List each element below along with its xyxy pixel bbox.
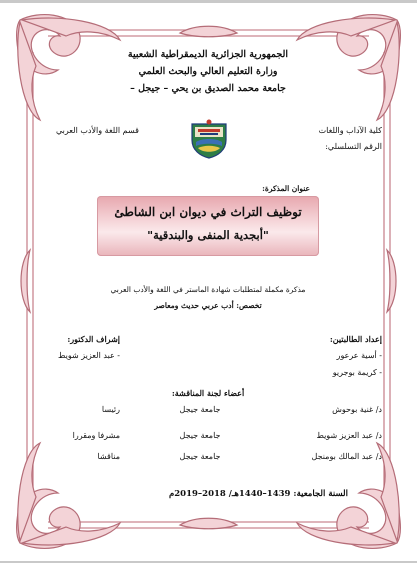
ministry-line: وزارة التعليم العالي والبحث العلمي — [138, 66, 278, 77]
faculty-label: كلية الآداب واللغات — [318, 126, 382, 135]
department-label: قسم اللغة والأدب العربي — [56, 126, 139, 135]
authors-label: إعداد الطالبتين: — [329, 334, 382, 344]
committee-member-name: د/ عبد المالك بومنجل — [311, 452, 382, 461]
university-line: جامعة محمد الصديق بن يحي – جيجل – — [130, 83, 286, 94]
supervisor-label: إشراف الدكتور: — [67, 334, 120, 344]
author-name: - كريمة بوجريو — [332, 368, 382, 377]
thesis-title: توظيف التراث في ديوان ابن الشاطئ — [114, 205, 302, 219]
committee-member-name: د/ غنية بوحوش — [332, 405, 382, 414]
author-name: - أسية عرعور — [336, 351, 382, 360]
specialization-line: تخصص: أدب عربي حديث ومعاصر — [154, 301, 262, 310]
university-logo-icon — [188, 118, 230, 160]
committee-member-university: جامعة جيجل — [179, 405, 221, 414]
committee-member-role: رئيسا — [101, 405, 120, 414]
committee-member-name: د/ عبد العزيز شويط — [316, 431, 382, 440]
academic-year: السنة الجامعية: 1439–1440هـ/ 2018–2019م — [168, 489, 348, 499]
serial-number-label: الرقم التسلسلي: — [325, 142, 382, 151]
committee-member-role: مناقشا — [97, 452, 120, 461]
title-caption: عنوان المذكرة: — [262, 184, 310, 193]
purpose-line: مذكرة مكملة لمتطلبات شهادة الماستر في اللغة والأدب العربي — [110, 285, 306, 294]
committee-member-university: جامعة جيجل — [179, 431, 221, 440]
supervisor-name: - عبد العزيز شويط — [58, 351, 120, 360]
thesis-subtitle: "أبجدية المنفى والبندقية" — [147, 228, 269, 242]
committee-member-role: مشرفا ومقررا — [72, 431, 120, 440]
republic-line: الجمهورية الجزائرية الديمقراطية الشعبية — [127, 49, 289, 60]
committee-member-university: جامعة جيجل — [179, 452, 221, 461]
committee-label: أعضاء لجنة المناقشة: — [171, 388, 245, 398]
